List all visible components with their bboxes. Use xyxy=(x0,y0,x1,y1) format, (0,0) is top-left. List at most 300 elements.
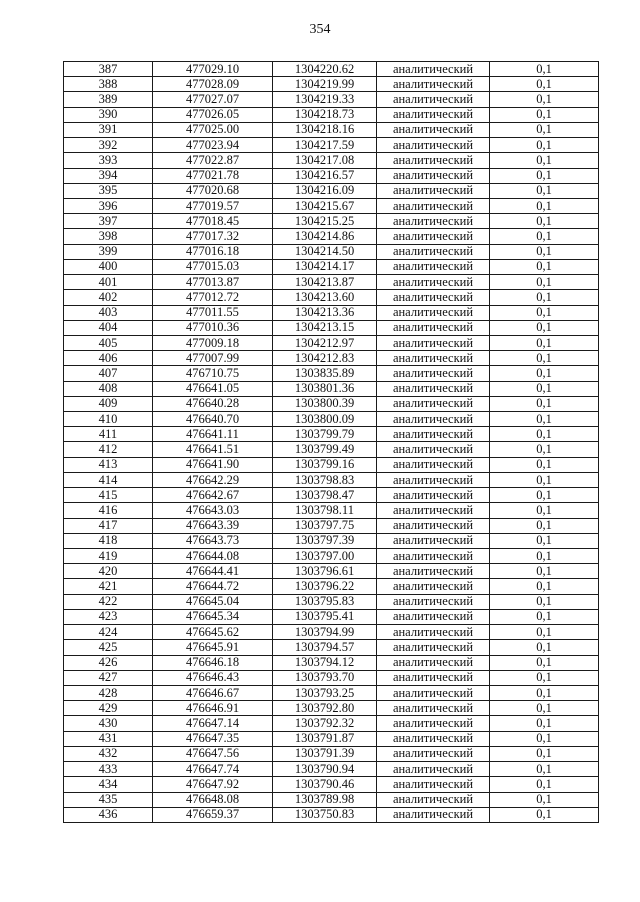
x-coordinate-cell: 476643.39 xyxy=(153,518,273,533)
x-coordinate-cell: 477011.55 xyxy=(153,305,273,320)
accuracy-cell: 0,1 xyxy=(490,335,599,350)
method-cell: аналитический xyxy=(377,107,490,122)
method-cell: аналитический xyxy=(377,472,490,487)
method-cell: аналитический xyxy=(377,138,490,153)
x-coordinate-cell: 476645.04 xyxy=(153,594,273,609)
y-coordinate-cell: 1303794.57 xyxy=(273,640,377,655)
accuracy-cell: 0,1 xyxy=(490,472,599,487)
accuracy-cell: 0,1 xyxy=(490,442,599,457)
table-row xyxy=(64,62,599,77)
table-row xyxy=(64,716,599,731)
table-row xyxy=(64,746,599,761)
x-coordinate-cell: 477010.36 xyxy=(153,320,273,335)
y-coordinate-cell: 1304216.57 xyxy=(273,168,377,183)
point-number-cell: 425 xyxy=(64,640,153,655)
x-coordinate-cell: 477015.03 xyxy=(153,259,273,274)
x-coordinate-cell: 476640.28 xyxy=(153,396,273,411)
table-row xyxy=(64,655,599,670)
table-row xyxy=(64,366,599,381)
table-row xyxy=(64,305,599,320)
point-number-cell: 422 xyxy=(64,594,153,609)
accuracy-cell: 0,1 xyxy=(490,305,599,320)
table-row xyxy=(64,625,599,640)
x-coordinate-cell: 476647.14 xyxy=(153,716,273,731)
accuracy-cell: 0,1 xyxy=(490,138,599,153)
y-coordinate-cell: 1303794.12 xyxy=(273,655,377,670)
y-coordinate-cell: 1304213.36 xyxy=(273,305,377,320)
table-row xyxy=(64,138,599,153)
point-number-cell: 416 xyxy=(64,503,153,518)
point-number-cell: 393 xyxy=(64,153,153,168)
table-row xyxy=(64,731,599,746)
point-number-cell: 402 xyxy=(64,290,153,305)
x-coordinate-cell: 477012.72 xyxy=(153,290,273,305)
x-coordinate-cell: 477007.99 xyxy=(153,351,273,366)
method-cell: аналитический xyxy=(377,290,490,305)
point-number-cell: 401 xyxy=(64,275,153,290)
table-row xyxy=(64,640,599,655)
method-cell: аналитический xyxy=(377,442,490,457)
accuracy-cell: 0,1 xyxy=(490,792,599,807)
method-cell: аналитический xyxy=(377,427,490,442)
accuracy-cell: 0,1 xyxy=(490,107,599,122)
table-row xyxy=(64,503,599,518)
y-coordinate-cell: 1303792.32 xyxy=(273,716,377,731)
point-number-cell: 431 xyxy=(64,731,153,746)
accuracy-cell: 0,1 xyxy=(490,503,599,518)
method-cell: аналитический xyxy=(377,579,490,594)
table-row xyxy=(64,549,599,564)
accuracy-cell: 0,1 xyxy=(490,366,599,381)
y-coordinate-cell: 1304220.62 xyxy=(273,62,377,77)
method-cell: аналитический xyxy=(377,92,490,107)
y-coordinate-cell: 1303797.75 xyxy=(273,518,377,533)
y-coordinate-cell: 1303796.22 xyxy=(273,579,377,594)
accuracy-cell: 0,1 xyxy=(490,320,599,335)
y-coordinate-cell: 1303835.89 xyxy=(273,366,377,381)
y-coordinate-cell: 1303797.00 xyxy=(273,549,377,564)
y-coordinate-cell: 1303750.83 xyxy=(273,807,377,822)
method-cell: аналитический xyxy=(377,685,490,700)
page-number: 354 xyxy=(309,22,331,37)
point-number-cell: 404 xyxy=(64,320,153,335)
method-cell: аналитический xyxy=(377,518,490,533)
x-coordinate-cell: 476646.18 xyxy=(153,655,273,670)
accuracy-cell: 0,1 xyxy=(490,746,599,761)
accuracy-cell: 0,1 xyxy=(490,290,599,305)
method-cell: аналитический xyxy=(377,183,490,198)
y-coordinate-cell: 1304215.25 xyxy=(273,214,377,229)
point-number-cell: 432 xyxy=(64,746,153,761)
y-coordinate-cell: 1304214.17 xyxy=(273,259,377,274)
y-coordinate-cell: 1304217.59 xyxy=(273,138,377,153)
accuracy-cell: 0,1 xyxy=(490,685,599,700)
x-coordinate-cell: 476646.91 xyxy=(153,701,273,716)
table-row xyxy=(64,518,599,533)
accuracy-cell: 0,1 xyxy=(490,533,599,548)
x-coordinate-cell: 476640.70 xyxy=(153,412,273,427)
method-cell: аналитический xyxy=(377,807,490,822)
x-coordinate-cell: 477009.18 xyxy=(153,335,273,350)
y-coordinate-cell: 1304218.16 xyxy=(273,122,377,137)
accuracy-cell: 0,1 xyxy=(490,716,599,731)
y-coordinate-cell: 1304213.15 xyxy=(273,320,377,335)
x-coordinate-cell: 477022.87 xyxy=(153,153,273,168)
x-coordinate-cell: 476646.43 xyxy=(153,670,273,685)
method-cell: аналитический xyxy=(377,594,490,609)
table-row xyxy=(64,807,599,822)
accuracy-cell: 0,1 xyxy=(490,396,599,411)
accuracy-cell: 0,1 xyxy=(490,62,599,77)
table-row xyxy=(64,198,599,213)
y-coordinate-cell: 1304213.60 xyxy=(273,290,377,305)
y-coordinate-cell: 1304219.33 xyxy=(273,92,377,107)
accuracy-cell: 0,1 xyxy=(490,168,599,183)
point-number-cell: 415 xyxy=(64,488,153,503)
point-number-cell: 435 xyxy=(64,792,153,807)
y-coordinate-cell: 1303801.36 xyxy=(273,381,377,396)
x-coordinate-cell: 477016.18 xyxy=(153,244,273,259)
x-coordinate-cell: 476648.08 xyxy=(153,792,273,807)
table-row xyxy=(64,579,599,594)
accuracy-cell: 0,1 xyxy=(490,518,599,533)
x-coordinate-cell: 477013.87 xyxy=(153,275,273,290)
accuracy-cell: 0,1 xyxy=(490,412,599,427)
accuracy-cell: 0,1 xyxy=(490,549,599,564)
point-number-cell: 420 xyxy=(64,564,153,579)
table-row xyxy=(64,564,599,579)
table-row xyxy=(64,442,599,457)
table-row xyxy=(64,792,599,807)
x-coordinate-cell: 477028.09 xyxy=(153,77,273,92)
point-number-cell: 405 xyxy=(64,335,153,350)
point-number-cell: 409 xyxy=(64,396,153,411)
method-cell: аналитический xyxy=(377,320,490,335)
method-cell: аналитический xyxy=(377,77,490,92)
accuracy-cell: 0,1 xyxy=(490,214,599,229)
y-coordinate-cell: 1303798.11 xyxy=(273,503,377,518)
x-coordinate-cell: 476647.74 xyxy=(153,762,273,777)
accuracy-cell: 0,1 xyxy=(490,244,599,259)
method-cell: аналитический xyxy=(377,214,490,229)
x-coordinate-cell: 477017.32 xyxy=(153,229,273,244)
point-number-cell: 428 xyxy=(64,685,153,700)
method-cell: аналитический xyxy=(377,351,490,366)
accuracy-cell: 0,1 xyxy=(490,153,599,168)
y-coordinate-cell: 1304218.73 xyxy=(273,107,377,122)
y-coordinate-cell: 1303798.83 xyxy=(273,472,377,487)
x-coordinate-cell: 476659.37 xyxy=(153,807,273,822)
accuracy-cell: 0,1 xyxy=(490,807,599,822)
point-number-cell: 434 xyxy=(64,777,153,792)
y-coordinate-cell: 1303789.98 xyxy=(273,792,377,807)
method-cell: аналитический xyxy=(377,701,490,716)
x-coordinate-cell: 477023.94 xyxy=(153,138,273,153)
x-coordinate-cell: 477025.00 xyxy=(153,122,273,137)
y-coordinate-cell: 1304217.08 xyxy=(273,153,377,168)
method-cell: аналитический xyxy=(377,153,490,168)
table-row xyxy=(64,153,599,168)
table-row xyxy=(64,335,599,350)
y-coordinate-cell: 1303790.94 xyxy=(273,762,377,777)
method-cell: аналитический xyxy=(377,731,490,746)
method-cell: аналитический xyxy=(377,762,490,777)
accuracy-cell: 0,1 xyxy=(490,762,599,777)
table-row xyxy=(64,168,599,183)
point-number-cell: 399 xyxy=(64,244,153,259)
method-cell: аналитический xyxy=(377,503,490,518)
accuracy-cell: 0,1 xyxy=(490,259,599,274)
x-coordinate-cell: 476710.75 xyxy=(153,366,273,381)
table-row xyxy=(64,381,599,396)
point-number-cell: 418 xyxy=(64,533,153,548)
method-cell: аналитический xyxy=(377,564,490,579)
x-coordinate-cell: 476641.05 xyxy=(153,381,273,396)
point-number-cell: 387 xyxy=(64,62,153,77)
x-coordinate-cell: 476645.34 xyxy=(153,609,273,624)
x-coordinate-cell: 476641.11 xyxy=(153,427,273,442)
table-row xyxy=(64,92,599,107)
point-number-cell: 430 xyxy=(64,716,153,731)
y-coordinate-cell: 1304212.83 xyxy=(273,351,377,366)
method-cell: аналитический xyxy=(377,259,490,274)
x-coordinate-cell: 476643.73 xyxy=(153,533,273,548)
method-cell: аналитический xyxy=(377,457,490,472)
y-coordinate-cell: 1303800.39 xyxy=(273,396,377,411)
y-coordinate-cell: 1304215.67 xyxy=(273,198,377,213)
point-number-cell: 436 xyxy=(64,807,153,822)
point-number-cell: 408 xyxy=(64,381,153,396)
accuracy-cell: 0,1 xyxy=(490,488,599,503)
method-cell: аналитический xyxy=(377,381,490,396)
method-cell: аналитический xyxy=(377,335,490,350)
table-row xyxy=(64,609,599,624)
method-cell: аналитический xyxy=(377,777,490,792)
method-cell: аналитический xyxy=(377,670,490,685)
y-coordinate-cell: 1303794.99 xyxy=(273,625,377,640)
y-coordinate-cell: 1303796.61 xyxy=(273,564,377,579)
accuracy-cell: 0,1 xyxy=(490,183,599,198)
table-row xyxy=(64,320,599,335)
table-row xyxy=(64,229,599,244)
y-coordinate-cell: 1303799.79 xyxy=(273,427,377,442)
y-coordinate-cell: 1303792.80 xyxy=(273,701,377,716)
method-cell: аналитический xyxy=(377,62,490,77)
accuracy-cell: 0,1 xyxy=(490,351,599,366)
point-number-cell: 395 xyxy=(64,183,153,198)
y-coordinate-cell: 1304219.99 xyxy=(273,77,377,92)
point-number-cell: 392 xyxy=(64,138,153,153)
method-cell: аналитический xyxy=(377,198,490,213)
table-row xyxy=(64,77,599,92)
x-coordinate-cell: 476645.91 xyxy=(153,640,273,655)
accuracy-cell: 0,1 xyxy=(490,198,599,213)
accuracy-cell: 0,1 xyxy=(490,670,599,685)
accuracy-cell: 0,1 xyxy=(490,564,599,579)
table-row xyxy=(64,457,599,472)
table-row xyxy=(64,244,599,259)
point-number-cell: 397 xyxy=(64,214,153,229)
x-coordinate-cell: 477020.68 xyxy=(153,183,273,198)
y-coordinate-cell: 1303795.83 xyxy=(273,594,377,609)
table-row xyxy=(64,214,599,229)
table-row xyxy=(64,275,599,290)
accuracy-cell: 0,1 xyxy=(490,275,599,290)
table-row xyxy=(64,533,599,548)
y-coordinate-cell: 1303791.87 xyxy=(273,731,377,746)
method-cell: аналитический xyxy=(377,275,490,290)
point-number-cell: 419 xyxy=(64,549,153,564)
method-cell: аналитический xyxy=(377,122,490,137)
x-coordinate-cell: 476645.62 xyxy=(153,625,273,640)
point-number-cell: 411 xyxy=(64,427,153,442)
accuracy-cell: 0,1 xyxy=(490,122,599,137)
x-coordinate-cell: 477026.05 xyxy=(153,107,273,122)
table-row xyxy=(64,412,599,427)
x-coordinate-cell: 476641.51 xyxy=(153,442,273,457)
y-coordinate-cell: 1304213.87 xyxy=(273,275,377,290)
point-number-cell: 396 xyxy=(64,198,153,213)
method-cell: аналитический xyxy=(377,366,490,381)
table-row xyxy=(64,670,599,685)
accuracy-cell: 0,1 xyxy=(490,427,599,442)
table-row xyxy=(64,701,599,716)
x-coordinate-cell: 476647.92 xyxy=(153,777,273,792)
x-coordinate-cell: 476646.67 xyxy=(153,685,273,700)
point-number-cell: 388 xyxy=(64,77,153,92)
table-row xyxy=(64,259,599,274)
x-coordinate-cell: 476642.67 xyxy=(153,488,273,503)
table-row xyxy=(64,594,599,609)
y-coordinate-cell: 1303799.49 xyxy=(273,442,377,457)
method-cell: аналитический xyxy=(377,655,490,670)
x-coordinate-cell: 476641.90 xyxy=(153,457,273,472)
point-number-cell: 394 xyxy=(64,168,153,183)
method-cell: аналитический xyxy=(377,533,490,548)
x-coordinate-cell: 476647.56 xyxy=(153,746,273,761)
method-cell: аналитический xyxy=(377,168,490,183)
point-number-cell: 424 xyxy=(64,625,153,640)
point-number-cell: 391 xyxy=(64,122,153,137)
point-number-cell: 417 xyxy=(64,518,153,533)
y-coordinate-cell: 1304214.50 xyxy=(273,244,377,259)
x-coordinate-cell: 477027.07 xyxy=(153,92,273,107)
y-coordinate-cell: 1303795.41 xyxy=(273,609,377,624)
table-row xyxy=(64,762,599,777)
point-number-cell: 423 xyxy=(64,609,153,624)
point-number-cell: 413 xyxy=(64,457,153,472)
x-coordinate-cell: 476644.41 xyxy=(153,564,273,579)
accuracy-cell: 0,1 xyxy=(490,457,599,472)
point-number-cell: 390 xyxy=(64,107,153,122)
y-coordinate-cell: 1303793.70 xyxy=(273,670,377,685)
method-cell: аналитический xyxy=(377,640,490,655)
method-cell: аналитический xyxy=(377,716,490,731)
point-number-cell: 403 xyxy=(64,305,153,320)
point-number-cell: 421 xyxy=(64,579,153,594)
y-coordinate-cell: 1303800.09 xyxy=(273,412,377,427)
point-number-cell: 410 xyxy=(64,412,153,427)
table-row xyxy=(64,396,599,411)
table-row xyxy=(64,290,599,305)
table-row xyxy=(64,122,599,137)
method-cell: аналитический xyxy=(377,244,490,259)
accuracy-cell: 0,1 xyxy=(490,701,599,716)
method-cell: аналитический xyxy=(377,305,490,320)
method-cell: аналитический xyxy=(377,746,490,761)
y-coordinate-cell: 1303793.25 xyxy=(273,685,377,700)
method-cell: аналитический xyxy=(377,488,490,503)
x-coordinate-cell: 476647.35 xyxy=(153,731,273,746)
point-number-cell: 400 xyxy=(64,259,153,274)
accuracy-cell: 0,1 xyxy=(490,77,599,92)
accuracy-cell: 0,1 xyxy=(490,381,599,396)
x-coordinate-cell: 477019.57 xyxy=(153,198,273,213)
table-row xyxy=(64,351,599,366)
table-row xyxy=(64,107,599,122)
x-coordinate-cell: 477021.78 xyxy=(153,168,273,183)
table-row xyxy=(64,488,599,503)
point-number-cell: 406 xyxy=(64,351,153,366)
x-coordinate-cell: 476642.29 xyxy=(153,472,273,487)
accuracy-cell: 0,1 xyxy=(490,579,599,594)
table-row xyxy=(64,777,599,792)
x-coordinate-cell: 477018.45 xyxy=(153,214,273,229)
point-number-cell: 389 xyxy=(64,92,153,107)
y-coordinate-cell: 1304212.97 xyxy=(273,335,377,350)
x-coordinate-cell: 476643.03 xyxy=(153,503,273,518)
method-cell: аналитический xyxy=(377,396,490,411)
accuracy-cell: 0,1 xyxy=(490,777,599,792)
point-number-cell: 429 xyxy=(64,701,153,716)
method-cell: аналитический xyxy=(377,229,490,244)
y-coordinate-cell: 1303791.39 xyxy=(273,746,377,761)
point-number-cell: 427 xyxy=(64,670,153,685)
coordinates-table xyxy=(63,61,599,823)
y-coordinate-cell: 1303790.46 xyxy=(273,777,377,792)
coordinates-table-body xyxy=(64,62,599,823)
table-row xyxy=(64,472,599,487)
accuracy-cell: 0,1 xyxy=(490,92,599,107)
method-cell: аналитический xyxy=(377,609,490,624)
table-row xyxy=(64,427,599,442)
accuracy-cell: 0,1 xyxy=(490,731,599,746)
y-coordinate-cell: 1304214.86 xyxy=(273,229,377,244)
y-coordinate-cell: 1304216.09 xyxy=(273,183,377,198)
point-number-cell: 398 xyxy=(64,229,153,244)
table-row xyxy=(64,183,599,198)
table-row xyxy=(64,685,599,700)
accuracy-cell: 0,1 xyxy=(490,640,599,655)
point-number-cell: 426 xyxy=(64,655,153,670)
point-number-cell: 414 xyxy=(64,472,153,487)
accuracy-cell: 0,1 xyxy=(490,609,599,624)
y-coordinate-cell: 1303797.39 xyxy=(273,533,377,548)
accuracy-cell: 0,1 xyxy=(490,229,599,244)
method-cell: аналитический xyxy=(377,792,490,807)
accuracy-cell: 0,1 xyxy=(490,594,599,609)
method-cell: аналитический xyxy=(377,549,490,564)
point-number-cell: 433 xyxy=(64,762,153,777)
accuracy-cell: 0,1 xyxy=(490,655,599,670)
method-cell: аналитический xyxy=(377,412,490,427)
accuracy-cell: 0,1 xyxy=(490,625,599,640)
x-coordinate-cell: 477029.10 xyxy=(153,62,273,77)
x-coordinate-cell: 476644.08 xyxy=(153,549,273,564)
y-coordinate-cell: 1303798.47 xyxy=(273,488,377,503)
method-cell: аналитический xyxy=(377,625,490,640)
x-coordinate-cell: 476644.72 xyxy=(153,579,273,594)
